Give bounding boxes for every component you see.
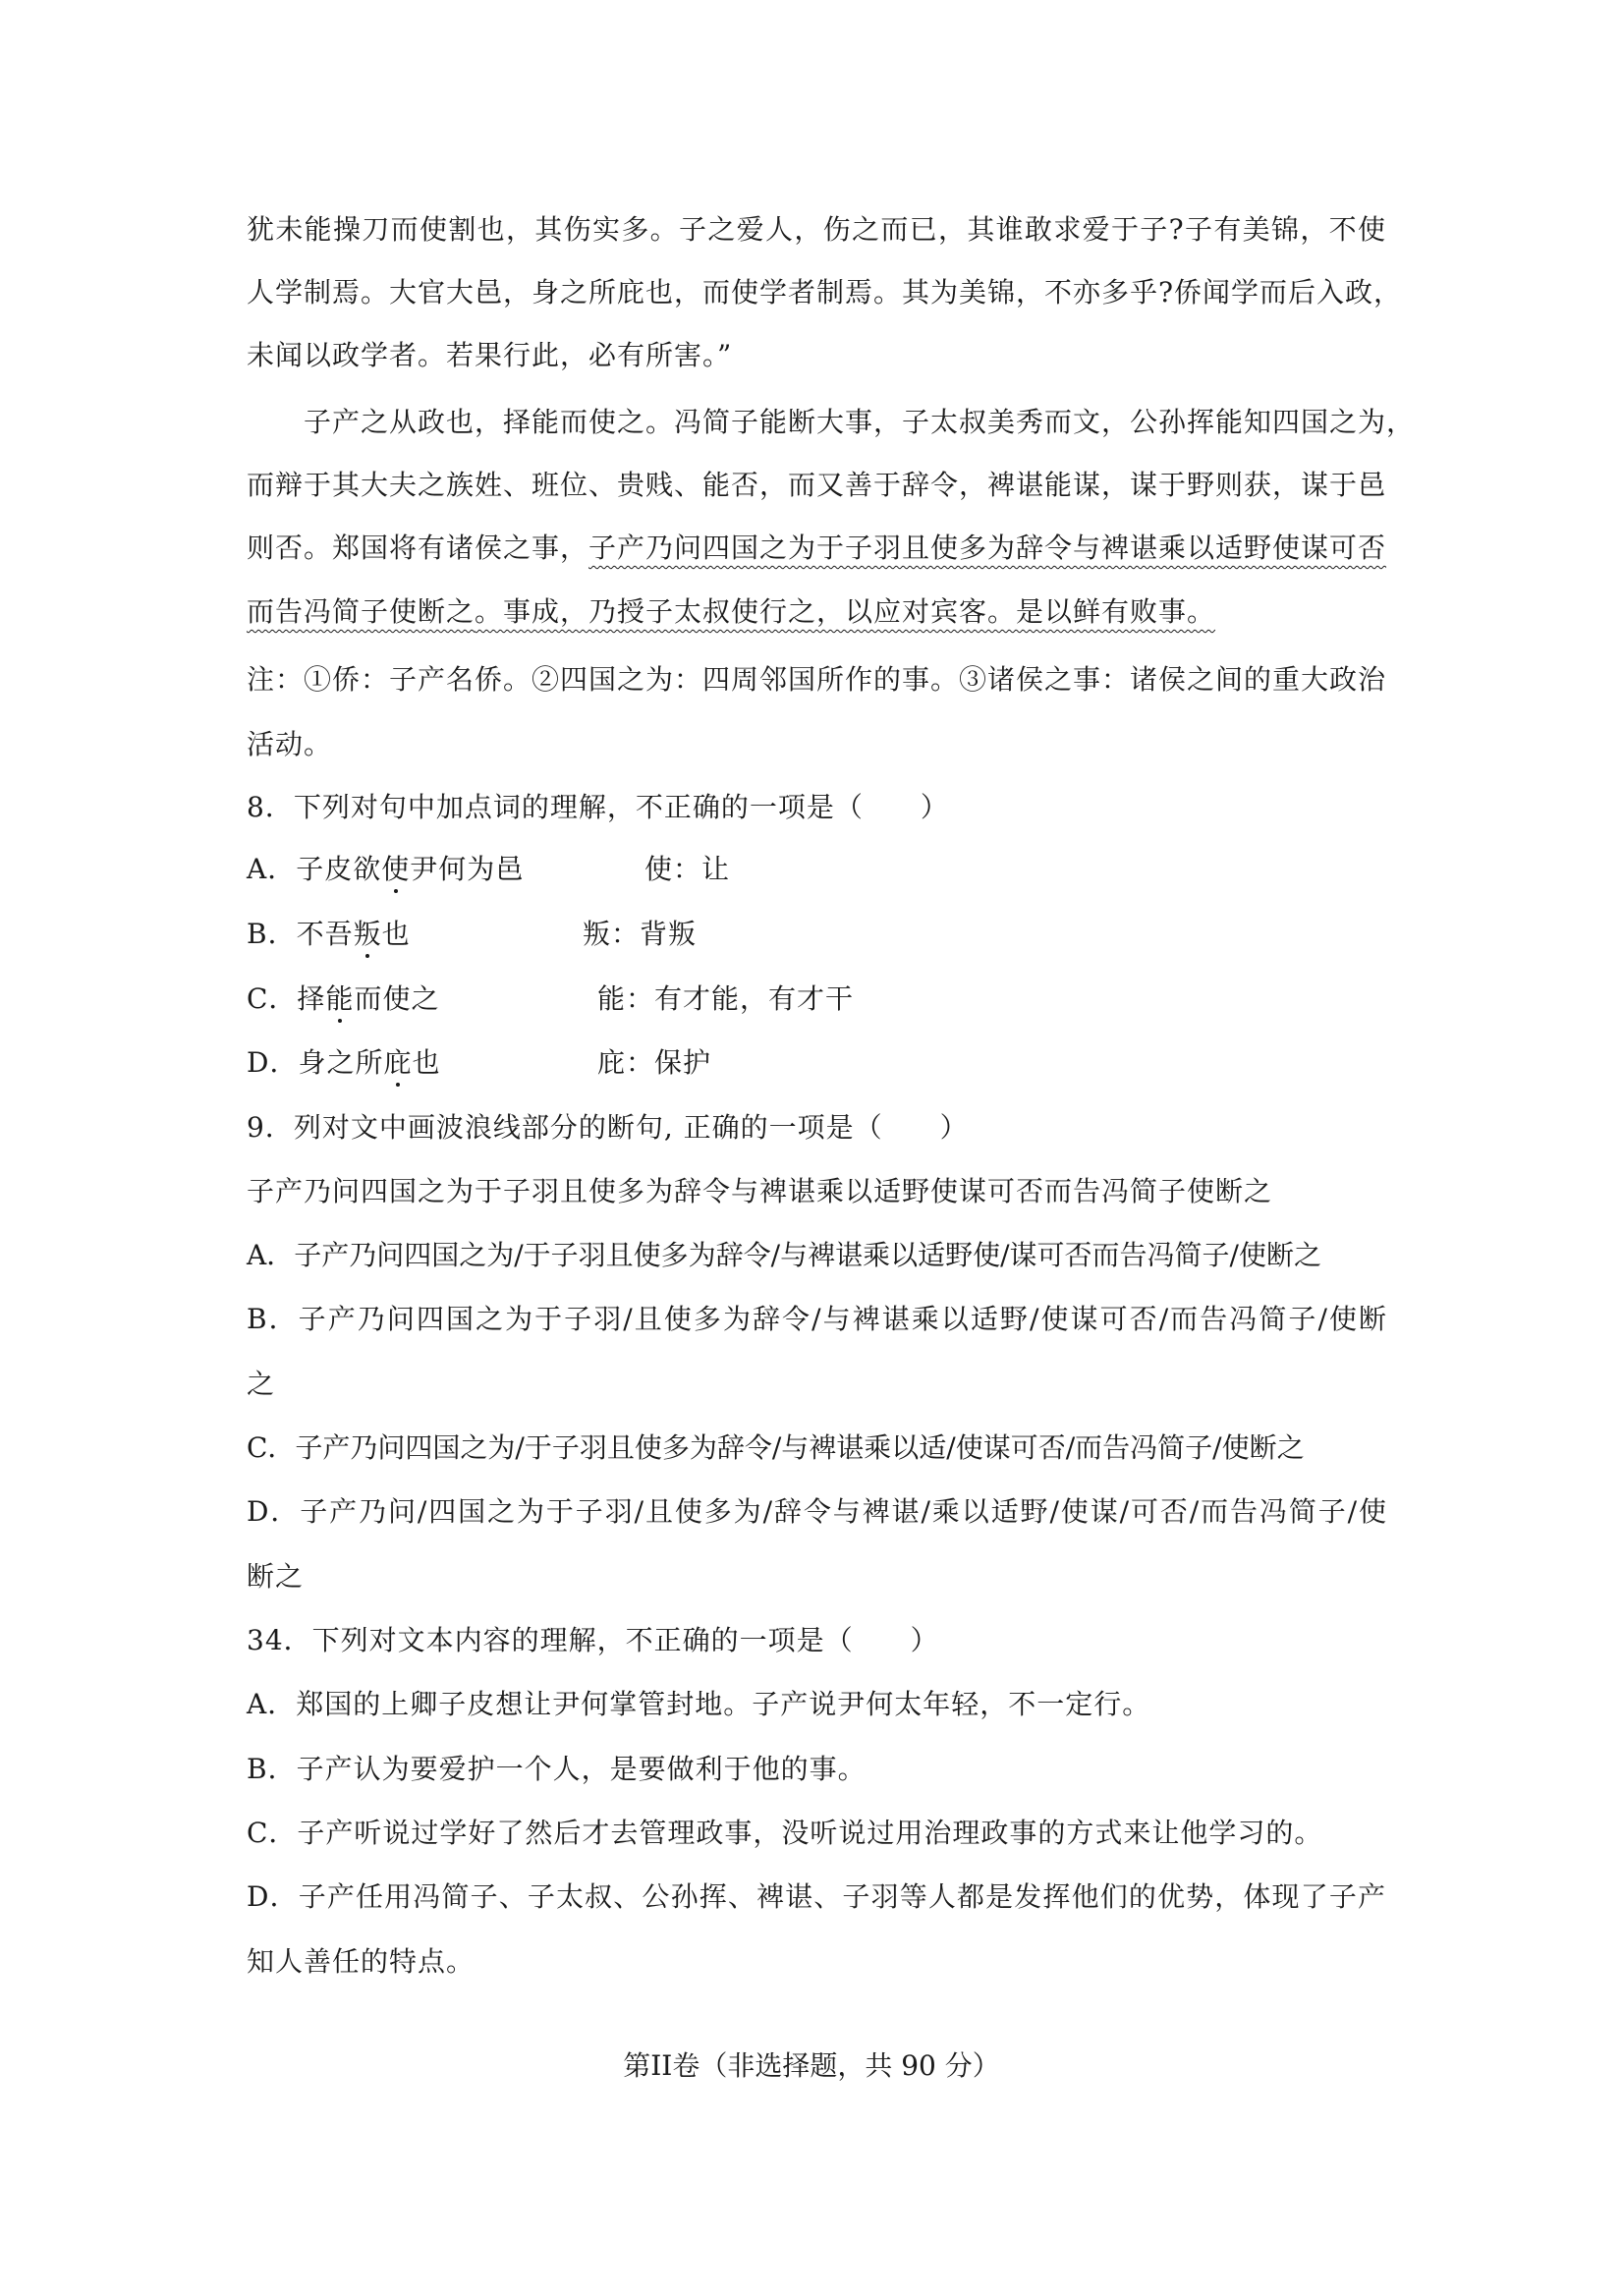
wavy-underlined-text: 子产乃问四国之为于子羽且使多为辞令与裨谌乘以适野使谋可否 — [588, 532, 1387, 564]
q8-a-dotted-word: 使 — [381, 853, 411, 885]
q8-c-pre: C．择 — [247, 982, 326, 1015]
notes-line-2: 活动。 — [247, 728, 333, 760]
q9-option-c: C．子产乃问四国之为/于子羽且使多为辞令/与裨谌乘以适/使谋可否/而告冯简子/使断之 — [247, 1431, 1305, 1464]
wavy-underlined-text-end: 而告冯简子使断之 — [247, 595, 476, 628]
q8-d-gloss: 庇：保护 — [597, 1046, 712, 1079]
q9-sentence: 子产乃问四国之为于子羽且使多为辞令与裨谌乘以适野使谋可否而告冯简子使断之 — [247, 1175, 1273, 1207]
passage-line-3: 未闻以政学者。若果行此，必有所害。” — [247, 339, 733, 371]
passage-line-4: 子产之从政也，择能而使之。冯简子能断大事，子太叔美秀而文，公孙挥能知四国之为， — [304, 406, 1416, 438]
q8-d-post: 也 — [412, 1046, 441, 1079]
q34-option-a: A．郑国的上卿子皮想让尹何掌管封地。子产说尹何太年轻，不一定行。 — [247, 1688, 1151, 1720]
q34-option-b: B．子产认为要爱护一个人，是要做利于他的事。 — [247, 1753, 867, 1785]
passage-line-6 — [247, 529, 1386, 568]
q8-c-gloss: 能：有才能，有才干 — [597, 982, 855, 1015]
passage-line-7-text: 。事成，乃授子太叔使行之，以应对宾客。是以鲜有败事。 — [475, 595, 1216, 628]
q8-c-post: 而使之 — [354, 982, 440, 1015]
q8-b-pre: B．不吾 — [247, 918, 354, 950]
q34-option-c: C．子产听说过学好了然后才去管理政事，没听说过用治理政事的方式来让他学习的。 — [247, 1817, 1323, 1849]
passage-line-1: 犹未能操刀而使割也，其伤实多。子之爱人，伤之而已，其谁敢求爱于子?子有美锦，不使 — [247, 213, 1386, 246]
q9-option-d-line-2: 断之 — [247, 1560, 305, 1593]
passage-line-5: 而辩于其大夫之族姓、班位、贵贱、能否，而又善于辞令，裨谌能谋，谋于野则获，谋于邑 — [247, 469, 1387, 501]
q8-a-post: 尹何为邑 — [410, 853, 525, 885]
q8-option-c — [247, 980, 1386, 1019]
q34-option-d-line-2: 知人善任的特点。 — [247, 1945, 476, 1978]
passage-line-2: 人学制焉。大官大邑，身之所庇也，而使学者制焉。其为美锦，不亦多乎?侨闻学而后入政， — [247, 276, 1403, 308]
q34-option-d-line-1: D．子产任用冯简子、子太叔、公孙挥、裨谌、子羽等人都是发挥他们的优势，体现了子产 — [247, 1880, 1386, 1913]
q8-b-gloss: 叛：背叛 — [583, 918, 698, 950]
q8-stem: 8．下列对句中加点词的理解，不正确的一项是（ ） — [247, 791, 949, 823]
q8-c-dotted-word: 能 — [325, 982, 355, 1015]
passage-line-6-text: 则否。郑国将有诸侯之事， — [247, 532, 589, 564]
q8-option-d — [247, 1043, 1386, 1083]
passage-line-7 — [247, 592, 1386, 632]
q9-option-a: A．子产乃问四国之为/于子羽且使多为辞令/与裨谌乘以适野使/谋可否而告冯简子/使断之 — [247, 1239, 1321, 1271]
q8-b-dotted-word: 叛 — [353, 918, 382, 950]
q8-option-b — [247, 915, 1386, 954]
q9-stem: 9．列对文中画波浪线部分的断句, 正确的一项是（ ） — [247, 1111, 969, 1144]
notes-line-1: 注：①侨：子产名侨。②四国之为：四周邻国所作的事。③诸侯之事：诸侯之间的重大政治 — [247, 663, 1387, 696]
q9-option-b-line-2: 之 — [247, 1368, 276, 1400]
section-title: 第II卷（非选择题，共 90 分） — [623, 2049, 1000, 2082]
q9-option-b-line-1: B．子产乃问四国之为于子羽/且使多为辞令/与裨谌乘以适野/使谋可否/而告冯简子/使断 — [247, 1303, 1386, 1335]
q8-d-dotted-word: 庇 — [383, 1046, 413, 1079]
q8-d-pre: D．身之所 — [247, 1046, 384, 1079]
q8-option-a — [247, 850, 1386, 889]
q9-option-d-line-1: D．子产乃问/四国之为于子羽/且使多为/辞令与裨谌/乘以适野/使谋/可否/而告冯简子/使 — [247, 1495, 1386, 1528]
q8-a-gloss: 使：让 — [644, 853, 731, 885]
q34-stem: 34．下列对文本内容的理解，不正确的一项是（ ） — [247, 1624, 939, 1656]
q8-b-post: 也 — [381, 918, 411, 950]
q8-a-pre: A．子皮欲 — [247, 853, 382, 885]
